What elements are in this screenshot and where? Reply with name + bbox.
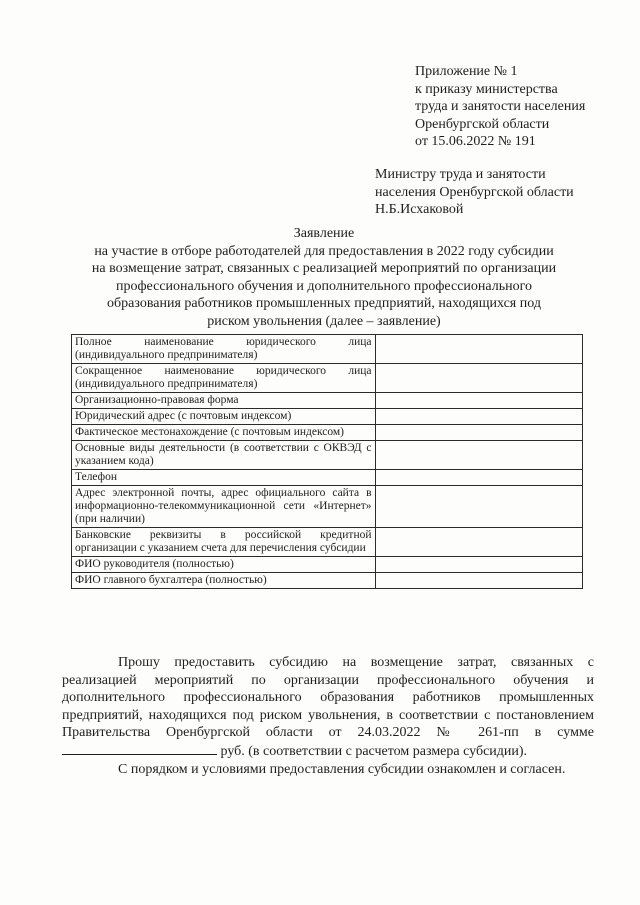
request-text-end: руб. (в соответствии с расчетом размера субсидии). xyxy=(220,743,528,759)
row-label: Телефон xyxy=(72,470,376,486)
table-row xyxy=(72,573,583,589)
row-value-field[interactable] xyxy=(375,573,582,589)
title-line: на возмещение затрат, связанных с реализацией мероприятий по организации xyxy=(91,261,557,276)
row-value-field[interactable] xyxy=(375,335,582,364)
addressee-line: Министру труда и занятости xyxy=(375,167,546,182)
appendix-line: труда и занятости населения xyxy=(415,99,586,114)
row-label: Полное наименование юридического лица (индивидуального предпринимателя) xyxy=(72,335,376,364)
title-line: риском увольнения (далее – заявление) xyxy=(207,313,441,329)
row-value-field[interactable] xyxy=(375,486,582,528)
row-label: Сокращенное наименование юридического лица (индивидуального предпринимателя) xyxy=(72,364,376,393)
title-line: профессионального обучения и дополнительного профессионального xyxy=(115,278,532,294)
row-label: Адрес электронной почты, адрес официального сайта в информационно-телекоммуникационной сети «Интернет» (при наличии) xyxy=(72,486,376,528)
title-heading: Заявление xyxy=(293,226,355,241)
row-label: ФИО главного бухгалтера (полностью) xyxy=(72,573,376,589)
row-value-field[interactable] xyxy=(375,364,582,393)
request-body xyxy=(62,654,594,778)
request-paragraph xyxy=(62,654,594,761)
addressee-block xyxy=(375,166,574,219)
row-value-field[interactable] xyxy=(375,470,582,486)
application-table xyxy=(71,334,583,589)
row-label: ФИО руководителя (полностью) xyxy=(72,557,376,573)
addressee-line: населения Оренбургской области xyxy=(375,184,574,200)
row-label: Фактическое местонахождение (с почтовым индексом) xyxy=(72,425,376,441)
table-row xyxy=(72,441,583,470)
appendix-block xyxy=(415,63,585,151)
row-value-field[interactable] xyxy=(375,393,582,409)
row-value-field[interactable] xyxy=(375,441,582,470)
row-value-field[interactable] xyxy=(375,528,582,557)
addressee-line: Н.Б.Исхаковой xyxy=(375,202,464,217)
title-line: образования работников промышленных предприятий, находящихся под xyxy=(107,296,541,311)
appendix-line: Оренбургской области xyxy=(415,116,550,132)
table-row xyxy=(72,528,583,557)
amount-blank-field[interactable] xyxy=(62,742,217,755)
document-title xyxy=(60,225,588,330)
row-label: Основные виды деятельности (в соответствии с ОКВЭД с указанием кода) xyxy=(72,441,376,470)
row-label: Организационно-правовая форма xyxy=(72,393,376,409)
table-row xyxy=(72,425,583,441)
consent-paragraph: С порядком и условиями предоставления субсидии ознакомлен и согласен. xyxy=(118,761,566,777)
table-row xyxy=(72,335,583,364)
row-label: Банковские реквизиты в российской кредитной организации с указанием счета для перечисления субсидии xyxy=(72,528,376,557)
row-value-field[interactable] xyxy=(375,409,582,425)
table-row xyxy=(72,486,583,528)
row-label: Юридический адрес (с почтовым индексом) xyxy=(72,409,376,425)
appendix-line: Приложение № 1 xyxy=(415,64,518,79)
table-row xyxy=(72,557,583,573)
appendix-line: от 15.06.2022 № 191 xyxy=(415,134,536,149)
row-value-field[interactable] xyxy=(375,425,582,441)
appendix-line: к приказу министерства xyxy=(415,81,558,97)
row-value-field[interactable] xyxy=(375,557,582,573)
table-row xyxy=(72,409,583,425)
request-text-start: Прошу предоставить субсидию на возмещение затрат, связанных с реализацией мероприятий по организации профессионального обучения и дополнительного профессионального образования работников промышленных предприятий, находящихся под риском увольнения, в соответствии с постановлением Правительства Оренбургской области от 24.03.2022 № 261-пп в сумме xyxy=(62,655,594,741)
table-row xyxy=(72,364,583,393)
table-row xyxy=(72,393,583,409)
title-line: на участие в отборе работодателей для предоставления в 2022 году субсидии xyxy=(94,243,554,259)
table-row xyxy=(72,470,583,486)
